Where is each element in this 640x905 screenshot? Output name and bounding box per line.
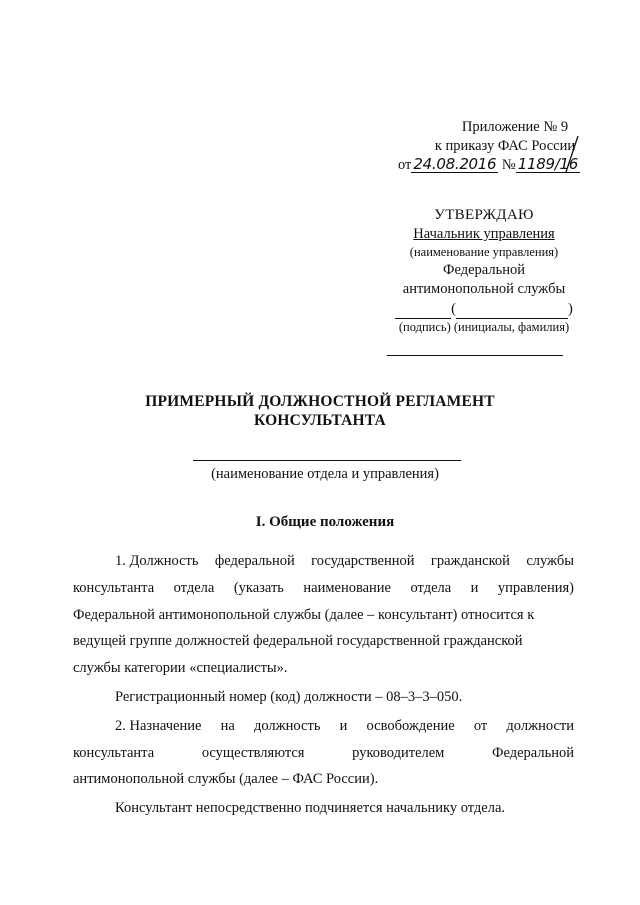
approval-heading: УТВЕРЖДАЮ bbox=[434, 207, 534, 223]
department-caption: (наименование отдела и управления) bbox=[211, 466, 439, 482]
appendix-number: Приложение № 9 bbox=[461, 119, 569, 135]
p3-line3: антимонопольной службы (далее – ФАС России). bbox=[73, 771, 379, 788]
word: федеральной bbox=[214, 553, 295, 569]
word: руководителем bbox=[352, 744, 445, 761]
order-from-prefix: от bbox=[398, 157, 412, 173]
word: 1. Должность bbox=[115, 553, 199, 569]
p1-line1 bbox=[73, 548, 574, 575]
word: управления) bbox=[497, 579, 574, 596]
p1-line2 bbox=[73, 575, 574, 602]
name-blank bbox=[456, 306, 568, 319]
p1-line3: Федеральной антимонопольной службы (далее – консультант) относится к bbox=[73, 606, 535, 623]
close-paren: ) bbox=[568, 301, 573, 317]
word: консультанта bbox=[73, 579, 155, 596]
document-title bbox=[0, 392, 640, 430]
word: (указать bbox=[233, 579, 284, 596]
department-blank-line bbox=[193, 460, 461, 461]
word: на bbox=[220, 717, 235, 734]
word: должность bbox=[253, 717, 321, 734]
subordination: Консультант непосредственно подчиняется начальнику отдела. bbox=[115, 800, 506, 817]
word: освобождение bbox=[366, 717, 455, 734]
approval-org-line2: антимонопольной службы bbox=[402, 281, 566, 297]
word: консультанта bbox=[73, 744, 155, 761]
approval-position: Начальник управления bbox=[413, 226, 555, 242]
p1-line5: службы категории «специалисты». bbox=[73, 660, 288, 677]
p1-line4: ведущей группе должностей федеральной государственной гражданской bbox=[73, 633, 523, 650]
word: и bbox=[339, 717, 348, 734]
word: 2. Назначение bbox=[115, 717, 202, 734]
signature-caption: (подпись) (инициалы, фамилия) bbox=[398, 320, 570, 334]
approval-date-line bbox=[387, 355, 563, 356]
order-number-prefix: № bbox=[501, 157, 516, 173]
word: Федеральной bbox=[492, 744, 574, 761]
title-line1: ПРИМЕРНЫЙ ДОЛЖНОСТНОЙ РЕГЛАМЕНТ bbox=[145, 393, 495, 410]
handwritten-stroke bbox=[562, 134, 580, 174]
appendix-order-ref: к приказу ФАС России bbox=[434, 138, 576, 154]
word: и bbox=[470, 579, 479, 596]
order-date: 24.08.2016 bbox=[413, 155, 497, 173]
word: отдела bbox=[173, 579, 215, 596]
word: наименование bbox=[303, 579, 391, 596]
word: осуществляются bbox=[201, 744, 305, 761]
p3-line1 bbox=[73, 713, 574, 740]
word: от bbox=[473, 717, 488, 734]
registration-number: Регистрационный номер (код) должности – 08–3–3–050. bbox=[115, 688, 463, 705]
word: отдела bbox=[410, 579, 452, 596]
word: службы bbox=[526, 553, 574, 569]
signature-blank bbox=[395, 306, 451, 319]
order-date-number bbox=[390, 156, 600, 175]
approval-org-line1: Федеральной bbox=[443, 262, 525, 278]
word: должности bbox=[506, 717, 574, 734]
order-number: 1189/16 bbox=[517, 155, 578, 173]
word: гражданской bbox=[430, 553, 510, 569]
signature-line bbox=[384, 299, 584, 319]
section-body bbox=[73, 548, 574, 822]
appendix-block bbox=[390, 118, 600, 175]
approval-position-caption: (наименование управления) bbox=[409, 245, 559, 259]
p3-line2 bbox=[73, 740, 574, 767]
word: государственной bbox=[311, 553, 415, 569]
open-paren: ( bbox=[451, 301, 456, 317]
title-line2: КОНСУЛЬТАНТА bbox=[254, 412, 386, 429]
approval-block bbox=[384, 206, 584, 336]
section-heading: I. Общие положения bbox=[255, 514, 395, 530]
